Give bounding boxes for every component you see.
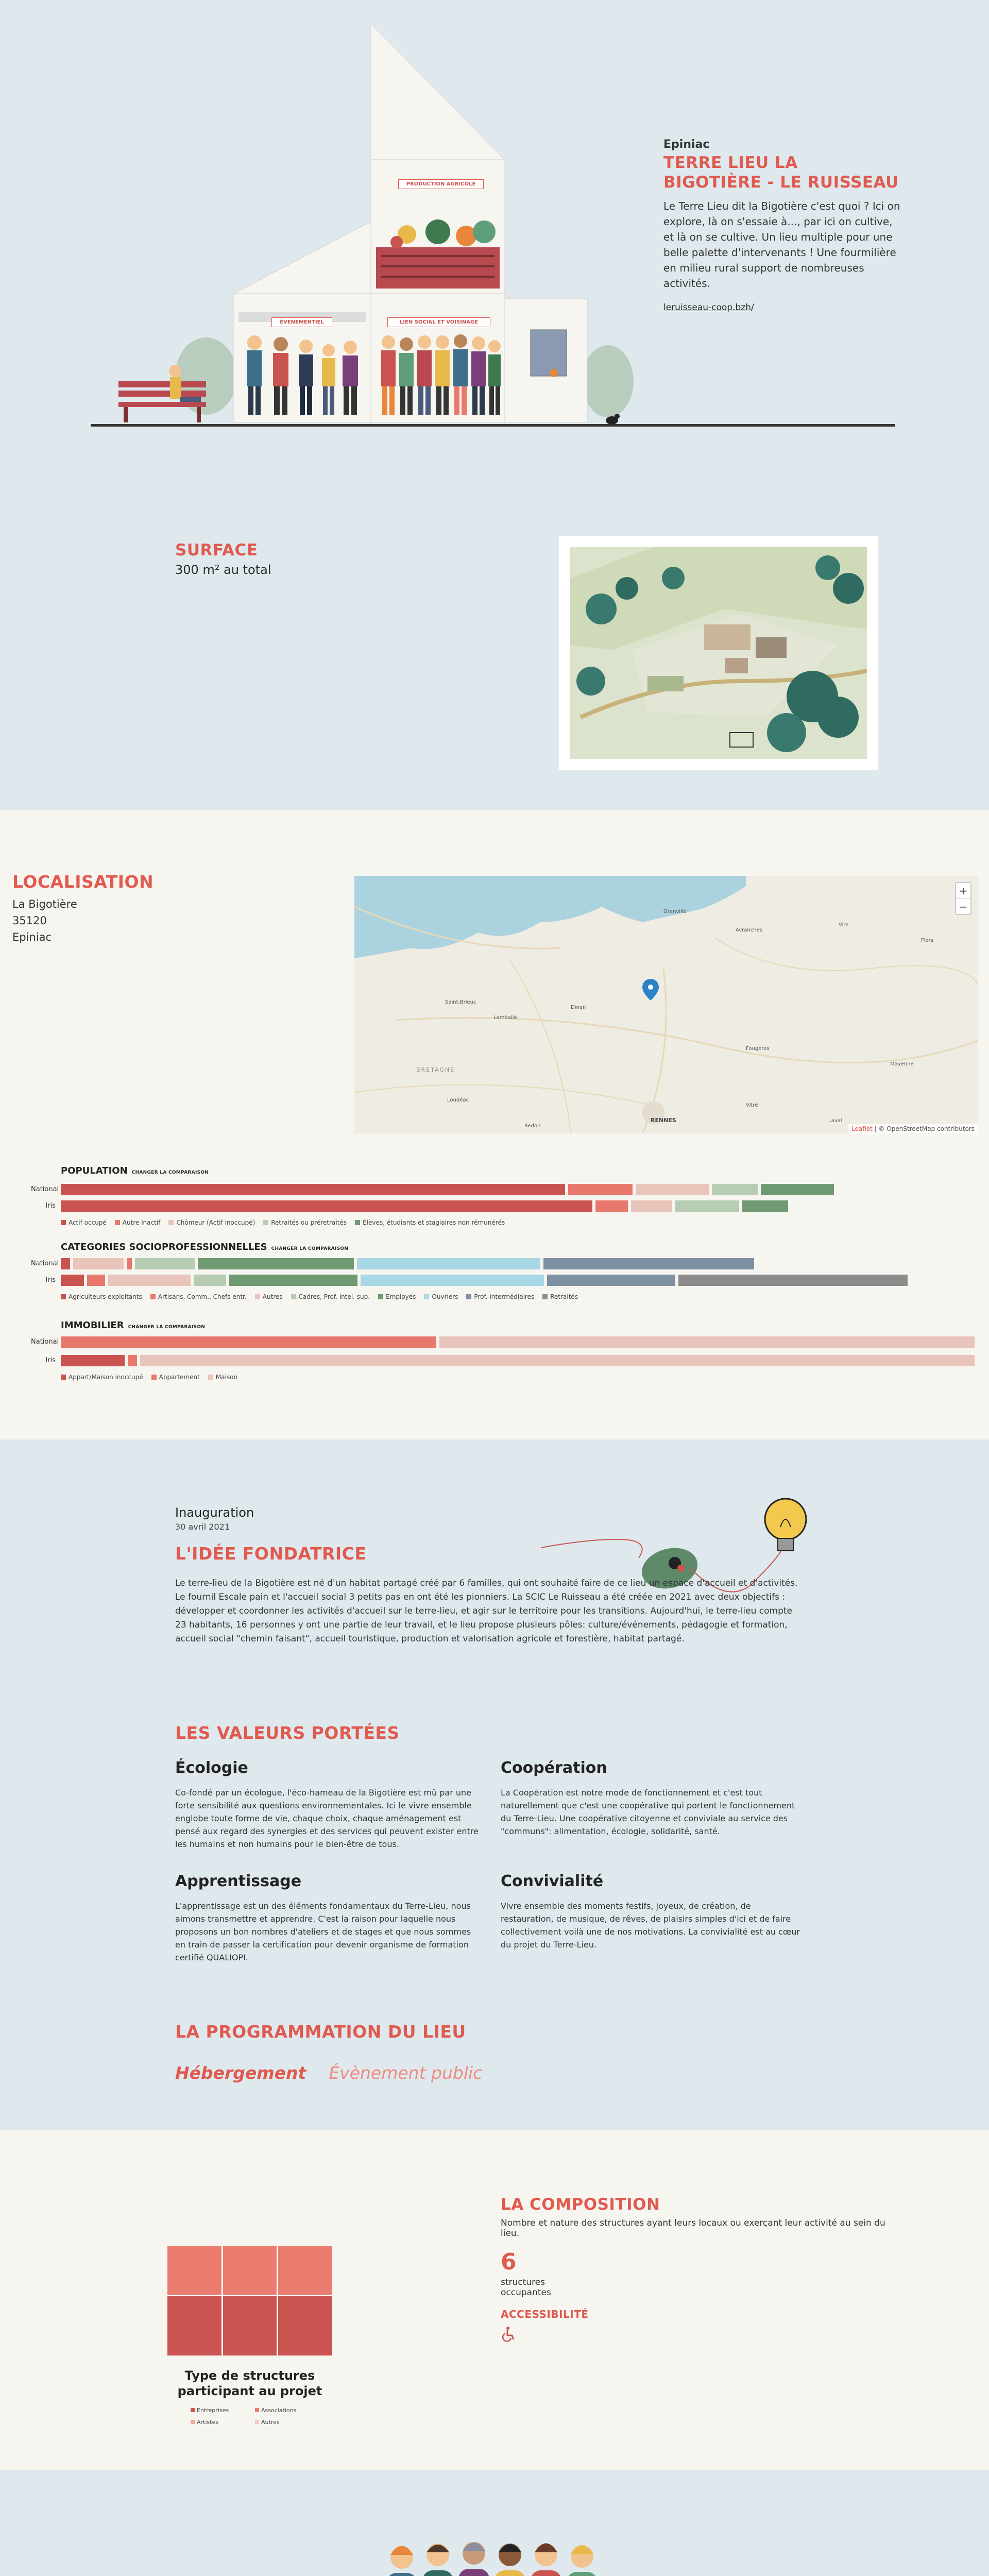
surface-title: SURFACE — [175, 541, 258, 560]
bar-segment — [73, 1258, 124, 1269]
csp-label: CATEGORIES SOCIOPROFESSIONNELLES — [61, 1242, 267, 1252]
tab-evenement-public[interactable]: Évènement public — [329, 2063, 483, 2083]
immobilier-bar-iris — [61, 1355, 978, 1366]
legend-label: Autres — [262, 1293, 283, 1300]
legend-item — [61, 1293, 142, 1300]
legend-item — [61, 1219, 107, 1226]
population-row-national — [0, 1184, 989, 1195]
zoom-control — [955, 882, 971, 915]
address-line-3: Epiniac — [12, 931, 52, 943]
map-label-bretagne: BRETAGNE — [416, 1066, 455, 1073]
bar-segment — [357, 1258, 540, 1269]
map-label-loudeac: Loudéac — [447, 1097, 469, 1103]
structures-count-label: structures occupantes — [501, 2277, 551, 2298]
row-label: National — [31, 1185, 59, 1193]
tab-hebergement[interactable]: Hébergement — [175, 2063, 306, 2083]
legend-swatch — [424, 1294, 429, 1299]
legend-item — [466, 1293, 534, 1300]
population-row-iris — [0, 1200, 989, 1212]
hero-text — [663, 138, 900, 313]
bar-segment — [439, 1336, 975, 1348]
population-legend — [61, 1219, 505, 1226]
legend-label: Retraités ou préretraités — [271, 1219, 347, 1226]
site-plan-illustration — [570, 547, 867, 759]
legend-item — [208, 1374, 237, 1381]
legend-swatch — [191, 2420, 195, 2424]
csp-bar-national — [61, 1258, 978, 1269]
legend-item — [61, 1374, 143, 1381]
waffle-cell-association — [223, 2246, 277, 2295]
bar-segment — [194, 1275, 226, 1286]
bar-segment — [631, 1200, 672, 1212]
value-ecologie — [175, 1759, 479, 1851]
legend-label: Agriculteurs exploitants — [69, 1293, 142, 1300]
legend-label: Cadres, Prof. intel. sup. — [298, 1293, 370, 1300]
immobilier-bar-national — [61, 1336, 978, 1348]
location-map[interactable] — [354, 876, 978, 1133]
csp-bar-iris — [61, 1275, 978, 1286]
legend-item — [191, 2419, 250, 2426]
bar-segment — [229, 1275, 357, 1286]
legend-swatch — [263, 1220, 268, 1225]
legend-item — [115, 1219, 161, 1226]
bar-segment — [61, 1200, 592, 1212]
map-label-saint-brieuc: Saint-Brieuc — [445, 999, 476, 1005]
composition-info — [501, 2195, 902, 2344]
values-title: LES VALEURS PORTÉES — [175, 1723, 400, 1743]
legend-label: Autre inactif — [122, 1219, 161, 1226]
row-label: National — [31, 1338, 59, 1346]
waffle-cell-entreprise — [278, 2296, 332, 2355]
people-illustration — [381, 2527, 608, 2576]
structures-count: 6 — [501, 2249, 517, 2275]
bar-segment — [87, 1275, 106, 1286]
map-label-dinan: Dinan — [571, 1005, 586, 1010]
map-label-avranches: Avranches — [736, 927, 762, 933]
address-line-2: 35120 — [12, 914, 47, 927]
legend-item — [255, 1293, 283, 1300]
population-bar-iris — [61, 1200, 978, 1212]
legend-label: Autres — [261, 2419, 280, 2426]
map-label-laval: Laval — [828, 1118, 842, 1124]
immobilier-legend — [61, 1374, 237, 1381]
value-text: La Coopération est notre mode de fonctionnement et c'est tout naturellement que c'est une coopérative qui portent le fonctionnement du Terre-Lieu. Une coopérative citoyenne et conviviale au service des "communs": alimentation, écologie, solidarité, santé. — [501, 1788, 795, 1836]
legend-swatch — [255, 1294, 260, 1299]
legend-swatch — [168, 1220, 174, 1225]
map-label-vire: Vire — [839, 922, 849, 928]
map-label-vitre: Vitré — [746, 1103, 758, 1108]
composition-section — [0, 2130, 989, 2470]
map-label-lamballe: Lamballe — [493, 1015, 517, 1021]
bar-segment — [127, 1258, 132, 1269]
row-label: National — [31, 1260, 59, 1267]
idea-section — [0, 1439, 989, 2130]
hero-title: TERRE LIEU LA BIGOTIÈRE - LE RUISSEAU — [663, 154, 899, 192]
legend-swatch — [61, 1375, 66, 1380]
map-label-granville: Granville — [663, 909, 687, 914]
csp-compare-toggle[interactable]: CHANGER LA COMPARAISON — [271, 1246, 349, 1251]
composition-subtitle: Nombre et nature des structures ayant leurs locaux ou exerçant leur activité au sein du lieu. — [501, 2218, 885, 2239]
bar-segment — [761, 1184, 834, 1195]
legend-swatch — [355, 1220, 360, 1225]
legend-item — [291, 1293, 370, 1300]
bar-segment — [128, 1355, 137, 1366]
legend-swatch — [115, 1220, 120, 1225]
idea-title: L'IDÉE FONDATRICE — [175, 1544, 367, 1564]
surface-text — [175, 541, 271, 577]
accessibility-title: ACCESSIBILITÉ — [501, 2308, 589, 2320]
bar-segment — [678, 1275, 908, 1286]
waffle-cell-entreprise — [223, 2296, 277, 2355]
waffle-cell-entreprise — [167, 2296, 221, 2355]
map-label-fougeres: Fougères — [746, 1046, 770, 1052]
population-bar-national — [61, 1184, 978, 1195]
map-attribution — [848, 1124, 978, 1133]
legend-item — [542, 1293, 578, 1300]
legend-item — [255, 2419, 314, 2426]
sign-lien-social: LIEN SOCIAL ET VOISINAGE — [387, 317, 490, 327]
bar-segment — [636, 1184, 709, 1195]
legend-swatch — [542, 1294, 548, 1299]
sign-production-agricole: PRODUCTION AGRICOLE — [398, 179, 484, 189]
legend-label: Élèves, étudiants et stagiaires non rémunérés — [363, 1219, 505, 1226]
inauguration — [175, 1505, 254, 1532]
legend-item — [150, 1293, 247, 1300]
inauguration-label: Inauguration — [175, 1505, 254, 1520]
bar-segment — [547, 1275, 675, 1286]
csp-legend — [61, 1293, 578, 1300]
programmation-title: LA PROGRAMMATION DU LIEU — [175, 2022, 466, 2042]
immobilier-label: IMMOBILIER — [61, 1320, 124, 1331]
bar-segment — [61, 1355, 125, 1366]
localisation-title: LOCALISATION — [12, 872, 154, 892]
localisation-section — [0, 810, 989, 1439]
hero-section — [0, 0, 989, 515]
legend-swatch — [255, 2408, 259, 2412]
row-label: Iris — [45, 1357, 56, 1364]
localisation-text — [12, 872, 154, 945]
website-link[interactable]: leruisseau-coop.bzh/ — [663, 302, 754, 313]
structures-legend — [191, 2407, 314, 2426]
acteurs-section — [0, 2470, 989, 2576]
bar-segment — [361, 1275, 544, 1286]
zoom-in-button[interactable]: + — [959, 885, 968, 897]
legend-item — [255, 2407, 314, 2414]
row-label: Iris — [45, 1202, 56, 1210]
bar-segment — [135, 1258, 195, 1269]
legend-swatch — [151, 1375, 157, 1380]
value-text: L'apprentissage est un des éléments fondamentaux du Terre-Lieu, nous aimons transmettre et apprendre. C'est la raison pour laquelle nous proposons un bon nombres d'ateliers et de stages et que nous sommes en train de passer la certification pour devenir organisme de formation certifié QUALIOPI. — [175, 1901, 471, 1962]
bar-segment — [140, 1355, 975, 1366]
immobilier-compare-toggle[interactable]: CHANGER LA COMPARAISON — [128, 1325, 206, 1330]
bar-segment — [61, 1336, 436, 1348]
value-title: Coopération — [501, 1759, 607, 1777]
bar-segment — [568, 1184, 633, 1195]
map-label-rennes: RENNES — [651, 1117, 676, 1124]
surface-section — [0, 515, 989, 810]
legend-item — [151, 1374, 200, 1381]
value-title: Écologie — [175, 1759, 248, 1777]
bar-segment — [712, 1184, 758, 1195]
legend-item — [168, 1219, 255, 1226]
legend-swatch — [61, 1294, 66, 1299]
legend-label: Employés — [386, 1293, 416, 1300]
map-label-redon: Redon — [524, 1123, 541, 1129]
bar-segment — [61, 1184, 565, 1195]
legend-label: Ouvriers — [432, 1293, 458, 1300]
legend-swatch — [150, 1294, 156, 1299]
legend-label: Chômeur (Actif inoccupé) — [176, 1219, 255, 1226]
legend-swatch — [255, 2420, 259, 2424]
legend-swatch — [208, 1375, 213, 1380]
bar-segment — [198, 1258, 354, 1269]
legend-swatch — [291, 1294, 296, 1299]
legend-label: Entreprises — [197, 2407, 229, 2414]
legend-swatch — [191, 2408, 195, 2412]
value-cooperation — [501, 1759, 805, 1838]
hero-subtitle: Epiniac — [663, 138, 710, 151]
composition-title: LA COMPOSITION — [501, 2195, 660, 2214]
legend-label: Maison — [215, 1374, 238, 1381]
waffle-cell-association — [167, 2246, 221, 2295]
sign-evenementiel: ÉVÉNEMENTIEL — [271, 317, 332, 327]
bar-segment — [595, 1200, 627, 1212]
population-label: POPULATION — [61, 1165, 128, 1176]
bar-segment — [61, 1275, 84, 1286]
legend-item — [191, 2407, 250, 2414]
inauguration-date: 30 avril 2021 — [175, 1522, 230, 1532]
legend-label: Associations — [261, 2407, 297, 2414]
value-title: Convivialité — [501, 1872, 604, 1890]
immobilier-row-national — [0, 1336, 989, 1348]
legend-swatch — [466, 1294, 471, 1299]
population-compare-toggle[interactable]: CHANGER LA COMPARAISON — [131, 1170, 209, 1175]
legend-label: Appartement — [159, 1374, 200, 1381]
waffle-cell-association — [278, 2246, 332, 2295]
legend-swatch — [61, 1220, 66, 1225]
zoom-out-button[interactable]: − — [956, 899, 970, 914]
csp-row-iris — [0, 1275, 989, 1286]
legend-label: Appart/Maison inoccupé — [69, 1374, 143, 1381]
value-text: Co-fondé par un écologue, l'éco-hameau de la Bigotière est mû par une forte sensibilité aux questions environnementales. Ici le vivre ensemble englobe toute forme de vie, chaque choix, chaque aménagement est pensé aux regard des synergies et des services qui peuvent exister entre les humains et non humains pour le bien-être de tous. — [175, 1788, 479, 1849]
bar-segment — [108, 1275, 191, 1286]
legend-label: Retraités — [550, 1293, 578, 1300]
map-label-mayenne: Mayenne — [890, 1061, 914, 1067]
structures-waffle-chart — [167, 2246, 332, 2354]
legend-item — [263, 1219, 347, 1226]
address-line-1: La Bigotière — [12, 898, 77, 910]
value-text: Vivre ensemble des moments festifs, joyeux, de création, de restauration, de musique, de rêves, de plaisirs simples d'ici et de faire collectivement voilà une de nos motivations. La convivialité est au cœur du projet du Terre-Lieu. — [501, 1901, 800, 1950]
surface-value: 300 m² au total — [175, 563, 271, 577]
idea-text: Le terre-lieu de la Bigotière est né d'un habitat partagé créé par 6 familles, qui ont souhaité faire de ce lieu un espace d'accueil et d'activités. Le fournil Escale pain et l'accueil social 3 petits pas en ont été les pionniers. La SCIC Le Ruisseau a été créée en 2021 avec deux objectifs : développer et coordonner les activités d'accueil sur le terre-lieu, et agir sur le territoire pour les transitions. Aujourd'hui, le terre-lieu compte 23 habitants, 16 personnes y ont une partie de leur travail, et le lieu propose plusieurs pôles: culture/événements, pédagogie et formation, accueil social "chemin faisant", accueil touristique, production et valorisation agricole et forestière, habitat partagé. — [175, 1578, 798, 1644]
csp-row-national — [0, 1258, 989, 1269]
leaflet-link[interactable]: Leaflet — [851, 1125, 873, 1132]
map-label-flers: Flers — [921, 938, 934, 943]
wheelchair-icon — [501, 2326, 517, 2342]
bar-segment — [61, 1258, 70, 1269]
legend-label: Artistes — [197, 2419, 218, 2426]
value-convivialite — [501, 1872, 805, 1951]
bar-segment — [675, 1200, 740, 1212]
structures-chart-title: Type de structures participant au projet — [177, 2368, 322, 2398]
legend-item — [355, 1219, 505, 1226]
bar-segment — [543, 1258, 754, 1269]
legend-label: Prof. intermédiaires — [474, 1293, 535, 1300]
site-plan-image — [559, 536, 878, 770]
hero-description: Le Terre Lieu dit la Bigotière c'est quoi ? Ici on explore, là on s'essaie à..., par ici on cultive, et là on se cultive. Un lieu multiple pour une belle palette d'intervenants ! Une fourmilière en milieu rural support de nombreuses activités. — [663, 200, 900, 290]
immobilier-row-iris — [0, 1355, 989, 1366]
bar-segment — [742, 1200, 788, 1212]
osm-attribution: | © OpenStreetMap contributors — [872, 1125, 975, 1132]
legend-item — [424, 1293, 458, 1300]
legend-label: Actif occupé — [69, 1219, 107, 1226]
row-label: Iris — [45, 1276, 56, 1284]
legend-swatch — [378, 1294, 383, 1299]
value-apprentissage — [175, 1872, 479, 1964]
legend-item — [378, 1293, 416, 1300]
legend-label: Artisans, Comm., Chefs entr. — [158, 1293, 247, 1300]
programmation-tabs — [175, 2063, 482, 2083]
value-title: Apprentissage — [175, 1872, 302, 1890]
